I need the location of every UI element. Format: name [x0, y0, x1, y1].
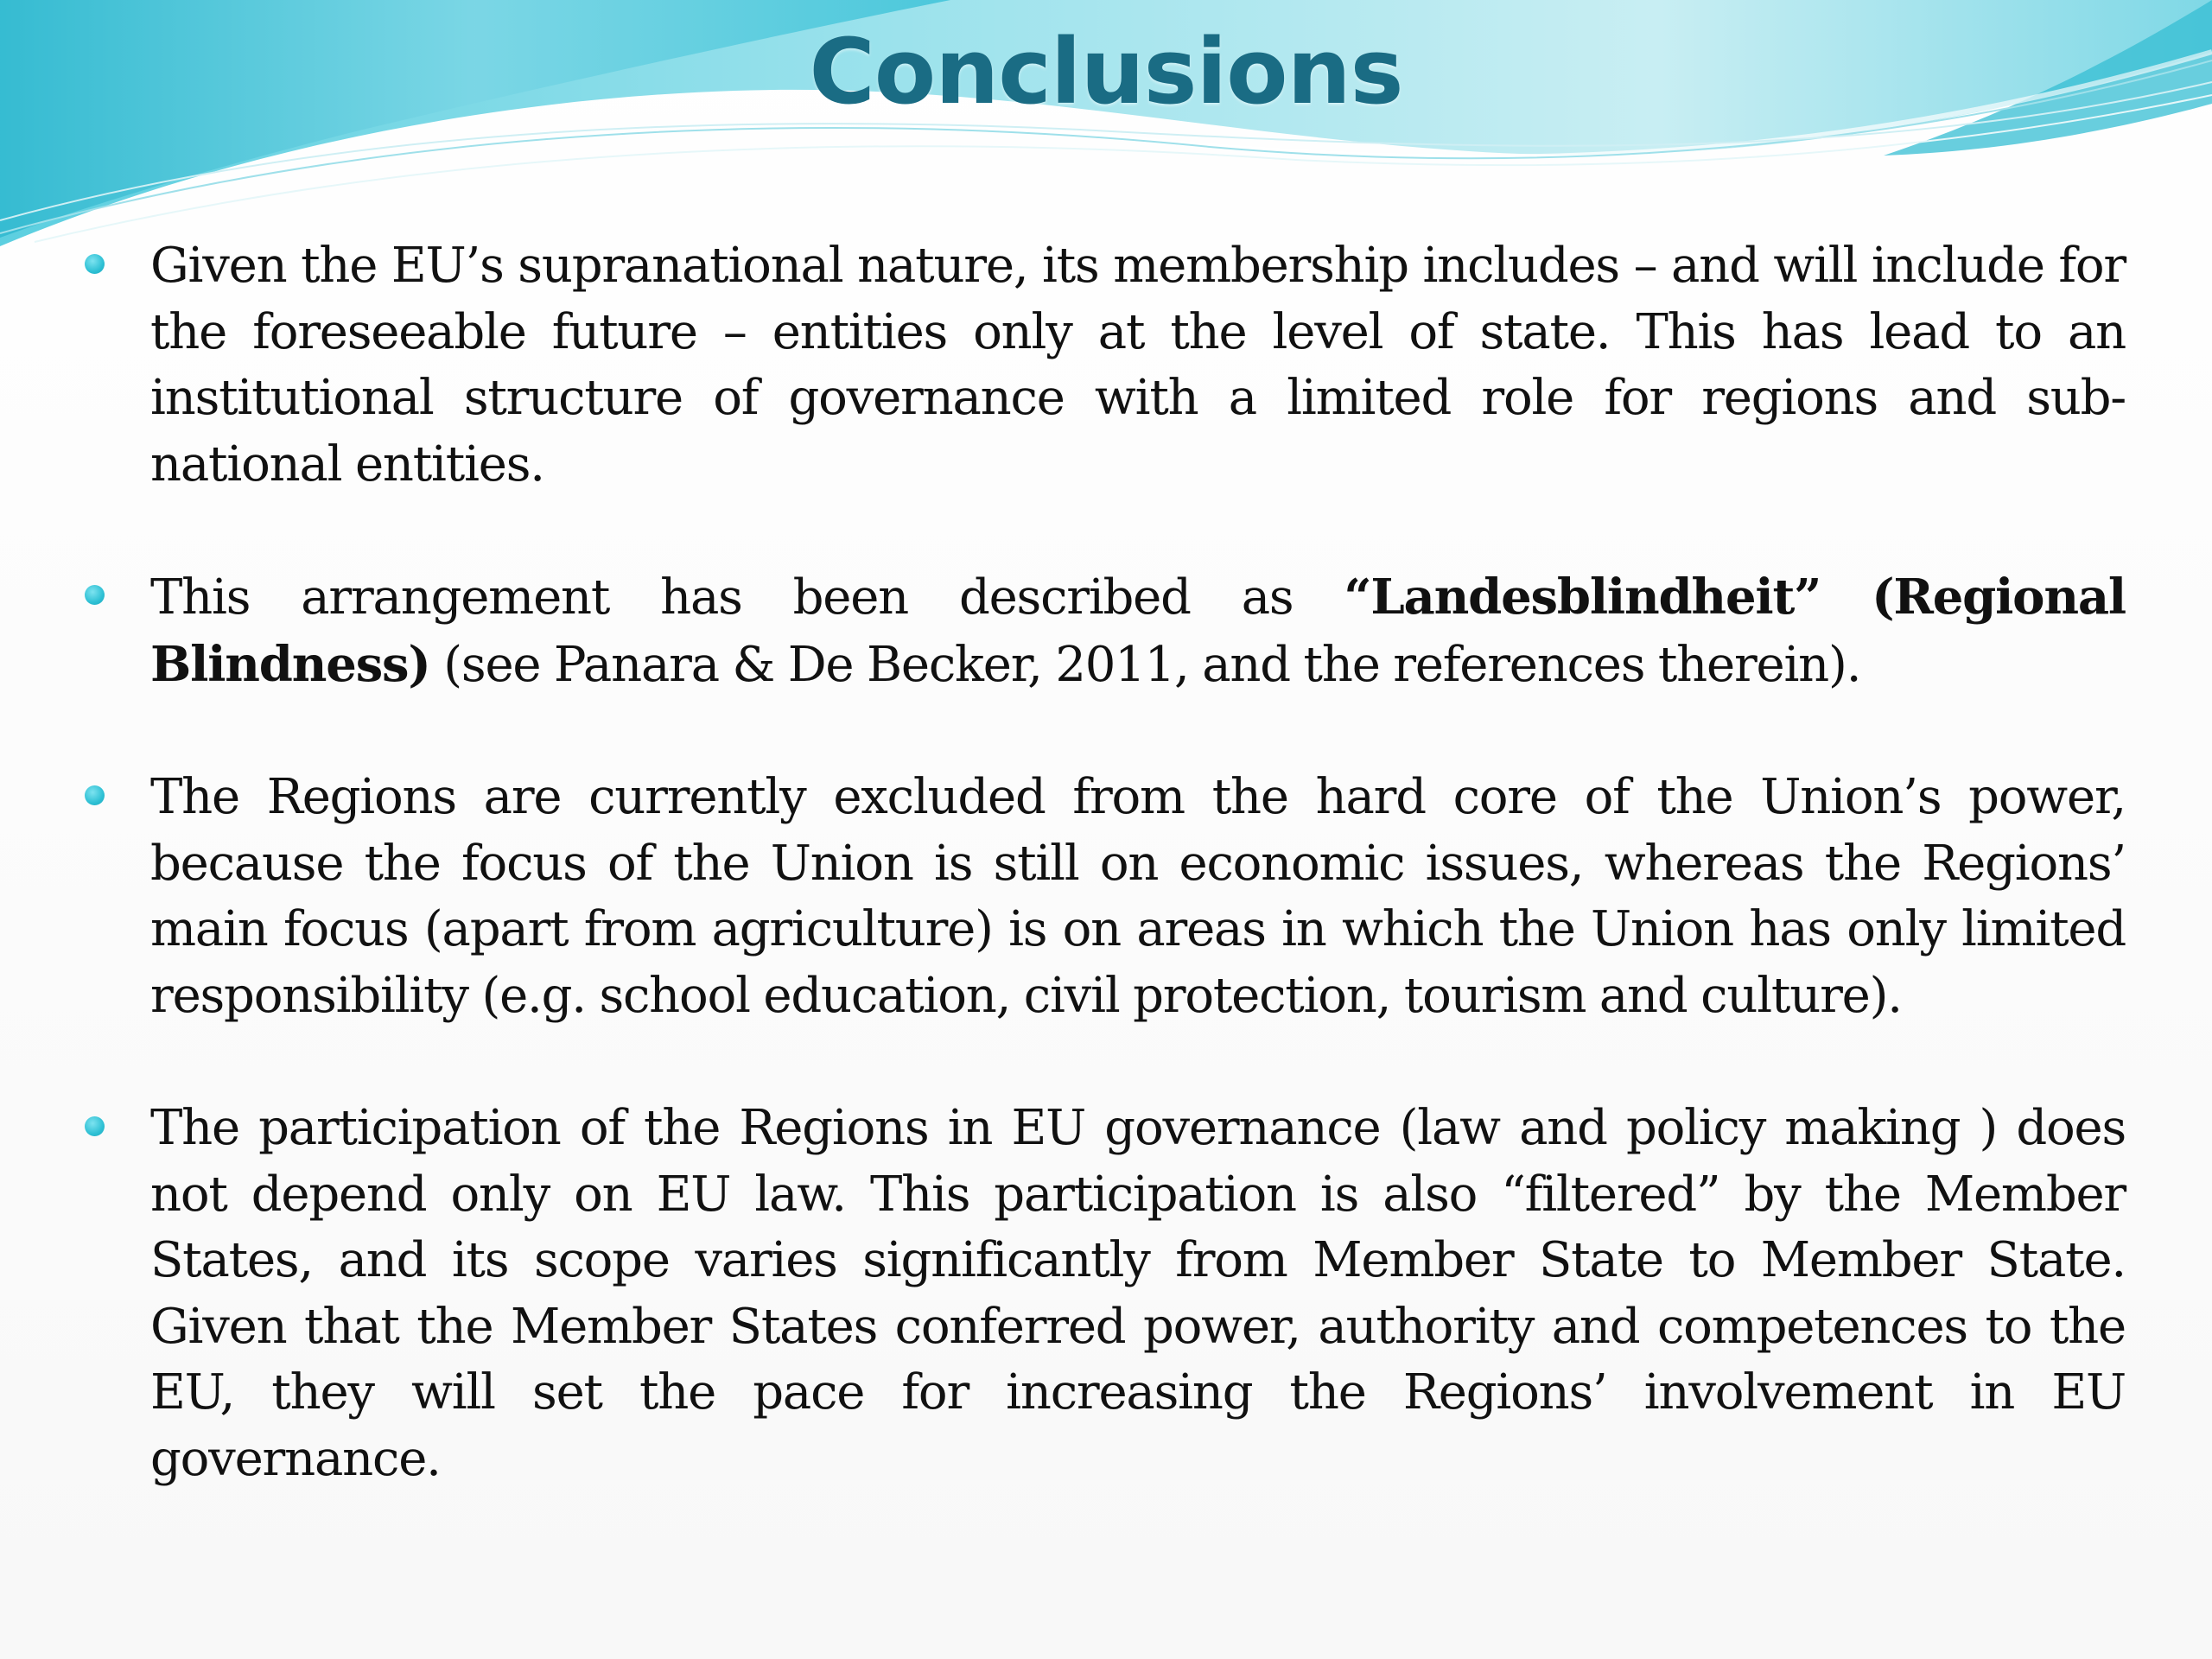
bullet-dot-icon: [85, 1116, 105, 1136]
bullet-dot-icon: [85, 585, 105, 605]
bullet-dot-icon: [85, 254, 105, 274]
bullet-item: [85, 564, 2126, 698]
bold-translation: (Regional Blindness): [150, 569, 2126, 693]
bullet-text-pre: This arrangement has been described as: [150, 569, 1344, 626]
slide-title: Conclusions: [809, 19, 1403, 124]
bullet-text: Given the EU’s supranational nature, its membership includes – and will include for the foreseeable future – entities only at the level of state. This has lead to an institutional structure of governance with a limited role for regions and sub-national entities.: [150, 238, 2126, 493]
bullet-text-post: (see Panara & De Becker, 2011, and the references therein).: [429, 636, 1861, 693]
bullet-item: [85, 1096, 2126, 1492]
bullet-dot-icon: [85, 785, 105, 805]
bullet-list: [85, 233, 2126, 1559]
bullet-text: [150, 564, 2126, 698]
bullet-text: The Regions are currently excluded from the hard core of the Union’s power, because the focus of the Union is still on economic issues, whereas the Regions’ main focus (apart from agriculture) is on areas in which the Union has only limited responsibility (e.g. school education, civil protection, tourism and culture).: [150, 769, 2126, 1024]
bullet-item: [85, 233, 2126, 498]
bullet-item: [85, 765, 2126, 1029]
bullet-text-mid: [1821, 569, 1872, 626]
bullet-text: The participation of the Regions in EU governance (law and policy making ) does not depend only on EU law. This participation is also “filtered” by the Member States, and its scope varies significantly from Member State to Member State. Given that the Member States conferred power, authority and competences to the EU, they will set the pace for increasing the Regions’ involvement in EU governance.: [150, 1100, 2126, 1487]
bold-term: “Landesblindheit”: [1344, 569, 1821, 626]
